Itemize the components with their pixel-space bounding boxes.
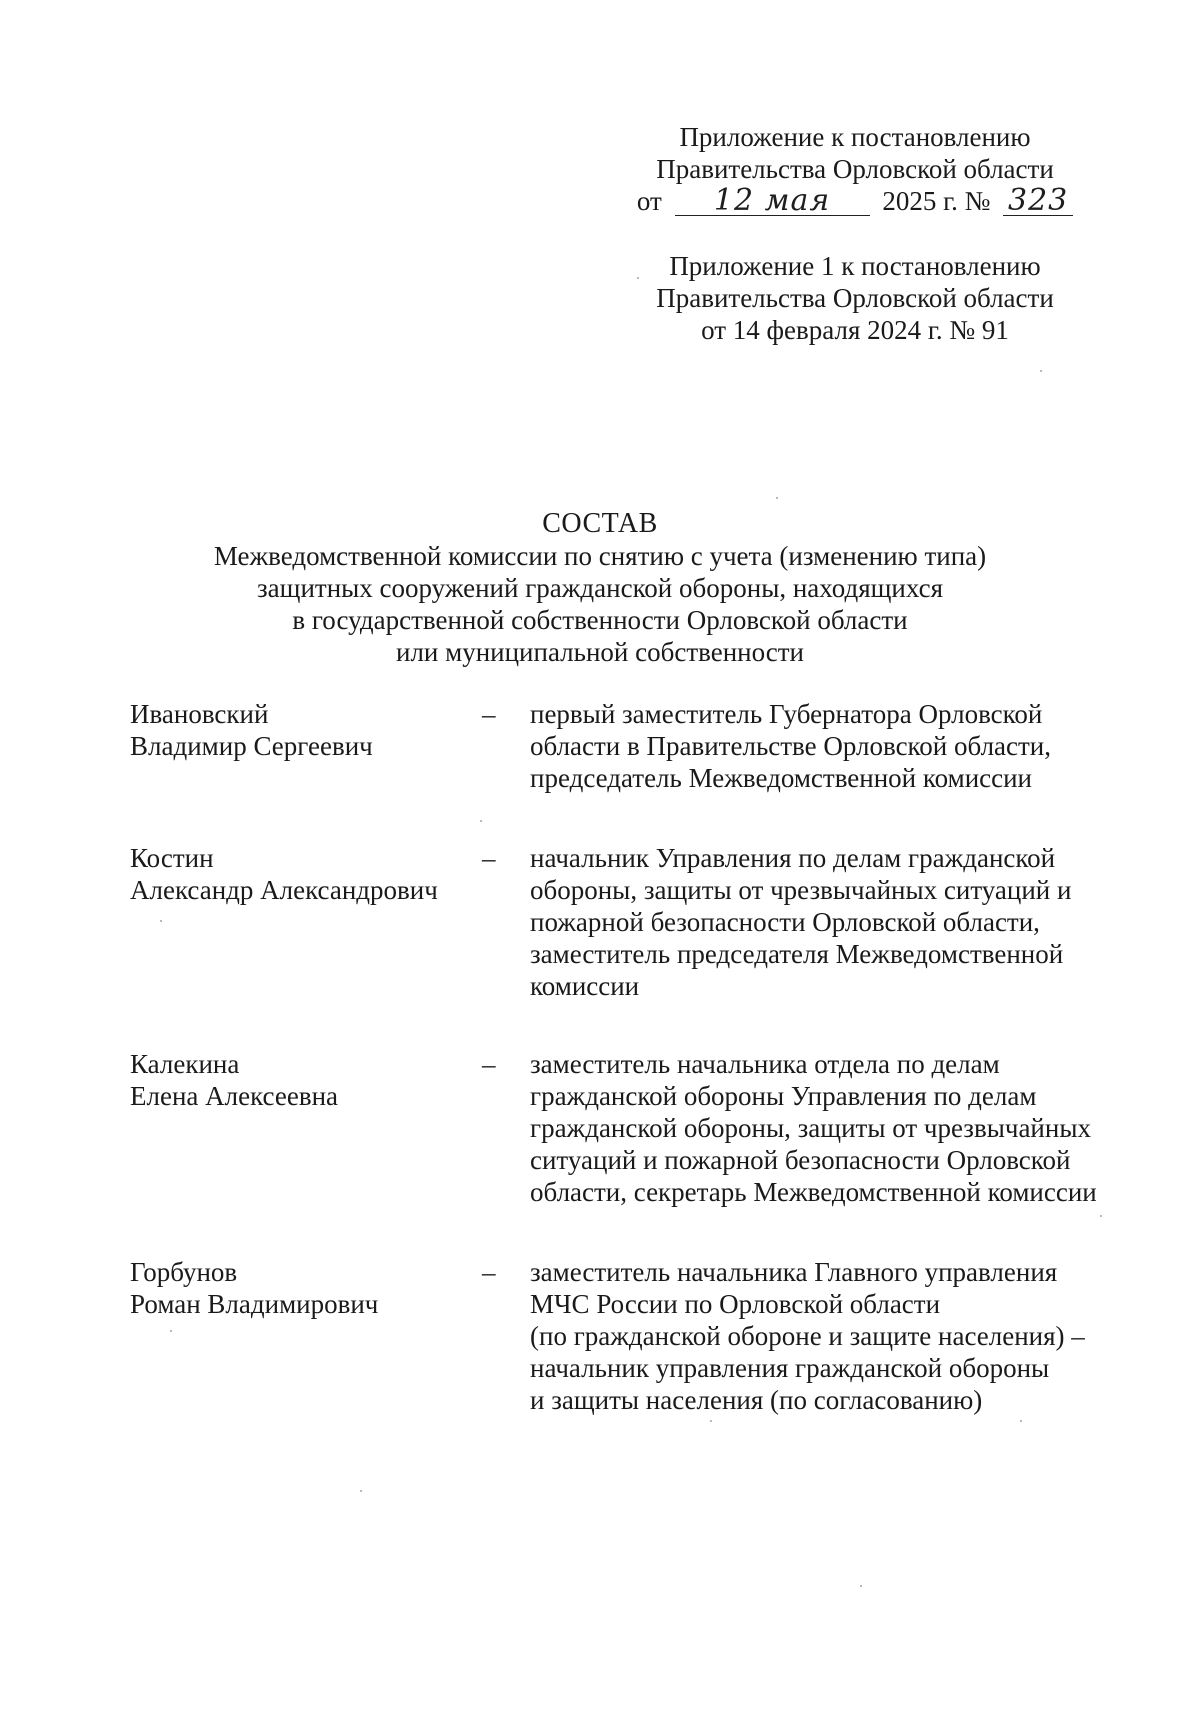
scan-speck <box>360 1490 362 1492</box>
members-list <box>130 698 1120 1416</box>
member-name <box>130 698 480 794</box>
member-role-line: пожарной безопасности Орловской области, <box>530 907 1040 937</box>
scan-speck <box>160 920 162 922</box>
document-title: СОСТАВ <box>542 508 658 539</box>
handwritten-date: 12 мая <box>713 183 831 218</box>
scan-speck <box>170 1330 172 1332</box>
member-role <box>530 1256 1120 1416</box>
title-line: Межведомственной комиссии по снятию с учета (изменению типа) <box>213 541 987 571</box>
member-name <box>130 1048 480 1208</box>
approval-date-line <box>620 185 1090 217</box>
approval-header-line1: Приложение к постановлению <box>679 122 1031 152</box>
title-line: в государственной собственности Орловской области <box>292 605 908 635</box>
member-role-line: заместитель начальника Главного управления <box>530 1257 1058 1287</box>
member-role-line: области в Правительстве Орловской области, <box>530 731 1052 761</box>
member-role-line: гражданской обороны, защиты от чрезвычайных <box>530 1113 1091 1143</box>
scan-speck <box>860 1585 862 1587</box>
title-line: или муниципальной собственности <box>396 637 804 667</box>
member-surname: Костин <box>130 843 214 873</box>
member-surname: Горбунов <box>130 1257 238 1287</box>
member-name <box>130 842 480 1002</box>
member-role <box>530 698 1120 794</box>
scan-speck <box>1020 1420 1022 1422</box>
member-dash: – <box>482 1257 496 1287</box>
member-given-names: Александр Александрович <box>130 875 438 905</box>
original-header-line1: Приложение 1 к постановлению <box>669 251 1041 281</box>
scan-speck <box>480 820 482 822</box>
scan-speck <box>1040 370 1042 372</box>
member-given-names: Елена Алексеевна <box>130 1081 338 1111</box>
member-dash: – <box>482 699 496 729</box>
member-role-line: (по гражданской обороне и защите населения) – <box>530 1321 1085 1351</box>
scan-speck <box>776 497 778 499</box>
member-role-line: начальник Управления по делам гражданской <box>530 843 1056 873</box>
member-role-line: заместитель начальника отдела по делам <box>530 1049 1000 1079</box>
approval-date-prefix: от <box>636 186 662 216</box>
member-role-line: гражданской обороны Управления по делам <box>530 1081 1037 1111</box>
member-role-line: обороны, защиты от чрезвычайных ситуаций и <box>530 875 1072 905</box>
member-role-line: начальник управления гражданской обороны <box>530 1353 1050 1383</box>
member-role-line: ситуаций и пожарной безопасности Орловской <box>530 1145 1071 1175</box>
handwritten-number: 323 <box>1007 183 1069 218</box>
approval-header-line2: Правительства Орловской области <box>656 154 1054 184</box>
member-role-line: председатель Межведомственной комиссии <box>530 763 1033 793</box>
member-given-names: Роман Владимирович <box>130 1289 379 1319</box>
member-role-line: МЧС России по Орловской области <box>530 1289 941 1319</box>
approval-number-field <box>1003 183 1073 218</box>
member-entry <box>130 842 1120 1002</box>
original-header-line3: от 14 февраля 2024 г. № 91 <box>701 315 1009 345</box>
original-appendix-header <box>620 250 1090 346</box>
original-header-line2: Правительства Орловской области <box>656 283 1054 313</box>
member-name <box>130 1256 480 1416</box>
member-role <box>530 1048 1120 1208</box>
member-dash: – <box>482 1049 496 1079</box>
member-role <box>530 842 1120 1002</box>
member-role-line: и защиты населения (по согласованию) <box>530 1385 983 1415</box>
member-role-line: области, секретарь Межведомственной комиссии <box>530 1177 1097 1207</box>
document-title-block <box>150 508 1050 668</box>
member-entry <box>130 1048 1120 1208</box>
member-role-line: заместитель председателя Межведомственной <box>530 939 1064 969</box>
member-entry <box>130 1256 1120 1416</box>
member-role-line: комиссии <box>530 971 640 1001</box>
approval-header <box>620 121 1090 217</box>
member-surname: Ивановский <box>130 699 269 729</box>
approval-date-field <box>675 183 870 218</box>
approval-year-text: 2025 г. № <box>882 186 991 216</box>
scan-speck <box>637 277 639 279</box>
member-surname: Калекина <box>130 1049 240 1079</box>
member-dash: – <box>482 843 496 873</box>
title-line: защитных сооружений гражданской обороны, находящихся <box>257 573 943 603</box>
member-given-names: Владимир Сергеевич <box>130 731 373 761</box>
member-entry <box>130 698 1120 794</box>
scan-speck <box>1100 1215 1102 1217</box>
member-role-line: первый заместитель Губернатора Орловской <box>530 699 1043 729</box>
scan-speck <box>710 1420 712 1422</box>
